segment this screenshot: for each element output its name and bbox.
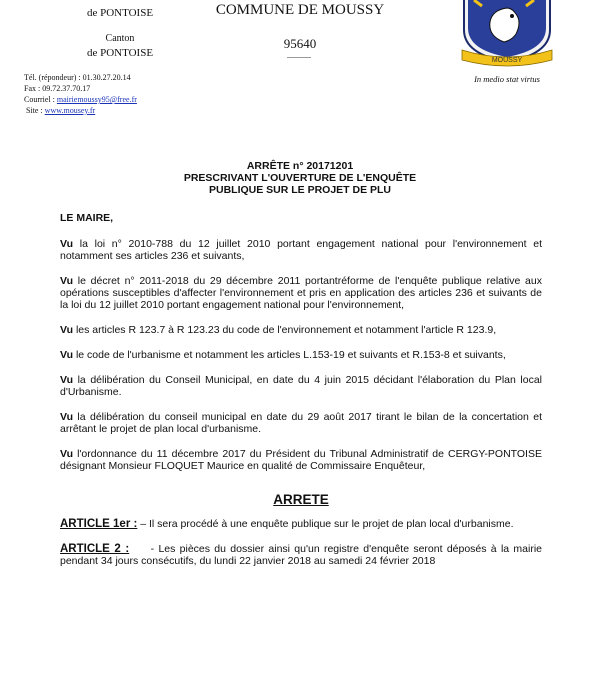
title-line-1: ARRÊTE n° 20171201 — [246, 160, 354, 172]
paragraph-vu-deliberation-2 — [60, 411, 542, 435]
arrete-heading: ARRETE — [273, 492, 329, 507]
site-label: Site : — [26, 106, 45, 115]
header-divider — [287, 57, 311, 58]
crest-motto: In medio stat virtus — [474, 74, 540, 84]
commune-name: COMMUNE DE MOUSSY — [215, 2, 385, 18]
title-line-3: PUBLIQUE SUR LE PROJET DE PLU — [208, 184, 392, 196]
document-body — [60, 212, 545, 580]
paragraph-vu-decret — [60, 275, 542, 311]
article-1-text: – Il sera procédé à une enquête publique sur le projet de plan local d'urbanisme. — [137, 518, 514, 530]
article-2-label: ARTICLE 2 : — [60, 543, 130, 555]
contact-block — [24, 72, 137, 116]
vu-label: Vu — [60, 275, 74, 287]
contact-site-row — [24, 105, 137, 116]
article-2 — [60, 543, 545, 567]
vu-label: Vu — [60, 349, 74, 361]
article-2-text: - Les pièces du dossier ainsi qu'un registre d'enquête seront déposés à la mairie pendant 34 jours consécutifs, du lundi 22 janvier 2018 au samedi 24 février 2018 — [60, 543, 545, 567]
vu-code-text: le code de l'urbanisme et notamment les articles L.153-19 et suivants et R.153-8 et suivants, — [73, 349, 506, 361]
prefecture-line: de PONTOISE — [86, 7, 154, 19]
contact-tel: Tél. (répondeur) : 01.30.27.20.14 — [24, 73, 131, 82]
article-1 — [60, 518, 542, 530]
contact-email-row — [24, 94, 137, 105]
vu-label: Vu — [60, 411, 74, 423]
vu-deliberation-2-text: la délibération du conseil municipal en date du 29 août 2017 tirant le bilan de la concertation et arrêtant le projet de plan local d'urbanisme. — [60, 411, 542, 435]
site-link[interactable]: www.mousey.fr — [44, 106, 96, 115]
paragraph-vu-loi — [60, 238, 542, 262]
le-maire-heading: LE MAIRE, — [60, 212, 114, 224]
contact-fax: Fax : 09.72.37.70.17 — [24, 84, 91, 93]
crest-banner-text: MOUSSY — [491, 57, 523, 64]
vu-label: Vu — [60, 374, 74, 386]
canton-line: de PONTOISE — [86, 47, 154, 59]
paragraph-vu-articles — [60, 324, 542, 336]
email-label: Courriel : — [24, 95, 57, 104]
vu-decret-text: le décret n° 2011-2018 du 29 décembre 2011 portantréforme de l'enquête publique relative aux opérations susceptibles d'affecter l'environnement et pris en application des articles 236 et suivants de la loi du 12 juillet 2010 portant engagement national pour l'environnement, — [60, 275, 542, 311]
vu-ordonnance-text: l'ordonnance du 11 décembre 2017 du Président du Tribunal Administratif de CERGY-PONTOISE désignant Monsieur FLOQUET Maurice en qualité de Commissaire Enquêteur, — [60, 448, 542, 472]
vu-deliberation-1-text: la délibération du Conseil Municipal, en date du 4 juin 2015 décidant l'élaboration du Plan local d'Urbanisme. — [60, 374, 542, 398]
title-line-2: PRESCRIVANT L'OUVERTURE DE L'ENQUÊTE — [183, 172, 417, 184]
paragraph-vu-deliberation-1 — [60, 374, 542, 398]
article-1-label: ARTICLE 1er : — [60, 518, 138, 530]
header-left-block — [60, 6, 180, 60]
document-title — [60, 160, 540, 196]
paragraph-vu-code — [60, 349, 542, 361]
moussy-crest-logo — [452, 0, 562, 72]
vu-label: Vu — [60, 324, 74, 336]
vu-articles-text: les articles R 123.7 à R 123.23 du code de l'environnement et notamment l'article R 123.9, — [73, 324, 497, 336]
paragraph-vu-ordonnance — [60, 448, 542, 472]
vu-loi-text: la loi n° 2010-788 du 12 juillet 2010 portant engagement national pour l'environnement et notamment ses articles 236 et suivants, — [60, 238, 542, 262]
vu-label: Vu — [60, 448, 74, 460]
vu-label: Vu — [60, 238, 74, 250]
canton-label: Canton — [105, 33, 135, 44]
email-link[interactable]: mairiemoussy95@free.fr — [56, 95, 137, 104]
postal-code: 95640 — [283, 36, 317, 51]
